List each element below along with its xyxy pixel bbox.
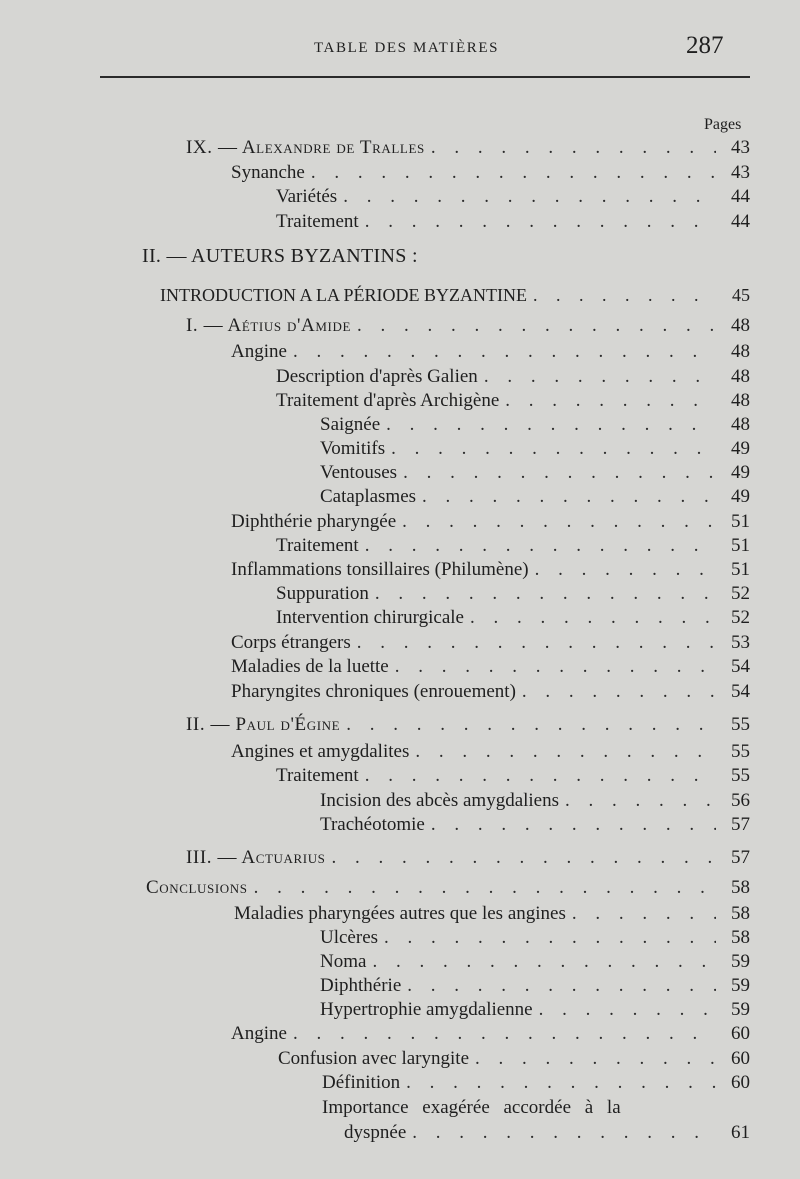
toc-entry-page: 49 <box>731 438 750 459</box>
toc-entry-page: 45 <box>732 285 750 305</box>
toc-entry <box>231 558 750 582</box>
toc-entry-label: IX. — Alexandre de Tralles <box>186 137 425 158</box>
toc-entry-page: 57 <box>731 847 750 868</box>
dot-leader <box>416 485 716 509</box>
toc-entry-page: 43 <box>731 162 750 183</box>
toc-entry <box>276 582 750 606</box>
toc-entry-label: Diphthérie pharyngée <box>231 511 397 532</box>
toc-entry-label: Traitement <box>276 535 359 556</box>
toc-entry-label: Conclusions <box>146 877 248 898</box>
dot-leader <box>359 534 716 558</box>
toc-entry <box>231 680 750 704</box>
dot-leader <box>397 461 716 485</box>
toc-entry <box>231 655 750 679</box>
toc-entry <box>276 389 750 413</box>
dot-leader <box>248 876 716 900</box>
toc-entry-page: 54 <box>731 656 750 677</box>
toc-entry-page: 59 <box>731 999 750 1020</box>
toc-entry <box>278 1047 750 1071</box>
toc-entry <box>231 740 750 764</box>
toc-entry-label: Corps étrangers <box>231 632 351 653</box>
toc-entry-page: 49 <box>731 462 750 483</box>
toc-entry-label: Description d'après Galien <box>276 366 478 387</box>
toc-entry-label: Maladies de la luette <box>231 656 389 677</box>
dot-leader <box>359 210 716 234</box>
dot-leader <box>369 582 716 606</box>
toc-entry-label: Pharyngites chroniques (enrouement) <box>231 681 516 702</box>
toc-entry <box>186 846 750 870</box>
dot-leader <box>478 365 716 389</box>
toc-entry <box>186 713 750 737</box>
toc-entry <box>231 631 750 655</box>
toc-entry-page: 43 <box>731 137 750 158</box>
dot-leader <box>469 1047 716 1071</box>
toc-entry-label: II. — Paul d'Égine <box>186 714 341 735</box>
toc-entry <box>231 161 750 185</box>
toc-entry-label: Incision des abcès amygdaliens <box>320 790 560 811</box>
toc-entry-page: 59 <box>731 951 750 972</box>
dot-leader <box>566 902 716 926</box>
dot-leader <box>340 713 716 737</box>
toc-entry <box>320 926 750 950</box>
toc-entry-page: 54 <box>731 681 750 702</box>
dot-leader <box>359 764 716 788</box>
toc-entry-page: 52 <box>731 583 750 604</box>
dot-leader <box>287 340 716 364</box>
toc-entry-page: 48 <box>731 414 750 435</box>
dot-leader <box>351 631 716 655</box>
toc-entry <box>276 365 750 389</box>
toc-entry-label: Traitement <box>276 211 359 232</box>
toc-entry-label: dyspnée <box>344 1122 407 1143</box>
toc-entry <box>231 510 750 534</box>
toc-entry-page: 49 <box>731 486 750 507</box>
dot-leader <box>533 998 716 1022</box>
toc-entry <box>234 902 750 926</box>
toc-entry <box>276 185 750 209</box>
toc-entry <box>320 974 750 998</box>
dot-leader <box>366 950 716 974</box>
pages-column-label: Pages <box>704 116 742 133</box>
toc-entry-label: Trachéotomie <box>320 814 425 835</box>
toc-entry-label: Diphthérie <box>320 975 402 996</box>
toc-entry-label: INTRODUCTION A LA PÉRIODE BYZANTINE <box>160 285 527 305</box>
toc-entry-label: Vomitifs <box>320 438 386 459</box>
dot-leader <box>425 813 716 837</box>
toc-entry-page: 44 <box>731 211 750 232</box>
toc-entry-label: Définition <box>322 1072 401 1093</box>
toc-entry-page: 48 <box>731 315 750 336</box>
toc-entry-label: Confusion avec laryngite <box>278 1048 470 1069</box>
toc-entry-page: 44 <box>731 186 750 207</box>
toc-entry-label: Intervention chirurgicale <box>276 607 464 628</box>
toc-entry-page: 48 <box>731 341 750 362</box>
toc-entry-page: 48 <box>731 390 750 411</box>
page-number: 287 <box>686 32 724 59</box>
toc-entry <box>231 1022 750 1046</box>
toc-entry <box>322 1071 750 1095</box>
dot-leader <box>499 389 716 413</box>
toc-entry <box>320 950 750 974</box>
toc-entry-page: 58 <box>731 903 750 924</box>
toc-entry <box>160 283 750 307</box>
toc-entry <box>231 340 750 364</box>
toc-entry <box>276 210 750 234</box>
toc-entry-label: Inflammations tonsillaires (Philumène) <box>231 559 529 580</box>
toc-entry-page: 48 <box>731 366 750 387</box>
toc-entry-label: Cataplasmes <box>320 486 417 507</box>
dot-leader <box>287 1022 716 1046</box>
toc-entry-label: Traitement d'après Archigène <box>276 390 500 411</box>
dot-leader <box>400 1071 716 1095</box>
toc-entry-page: 53 <box>731 632 750 653</box>
toc-entry <box>276 764 750 788</box>
toc-entry <box>320 461 750 485</box>
dot-leader <box>326 846 716 870</box>
toc-entry-page: 60 <box>731 1072 750 1093</box>
toc-entry-page: 59 <box>731 975 750 996</box>
toc-entry <box>320 998 750 1022</box>
toc-entry <box>320 485 750 509</box>
toc-entry <box>320 437 750 461</box>
toc-entry-label: Angines et amygdalites <box>231 741 410 762</box>
toc-entry-label: Synanche <box>231 162 305 183</box>
dot-leader <box>401 974 716 998</box>
running-title: TABLE DES MATIÈRES <box>314 40 500 56</box>
toc-entry <box>320 789 750 813</box>
dot-leader <box>529 558 716 582</box>
toc-entry-page: 56 <box>731 790 750 811</box>
toc-entry-page: 58 <box>731 877 750 898</box>
toc-entry-label: Ventouses <box>320 462 398 483</box>
toc-entry-label: Maladies pharyngées autres que les angines <box>234 903 566 924</box>
dot-leader <box>406 1121 716 1145</box>
toc-entry <box>276 606 750 630</box>
dot-leader <box>464 606 716 630</box>
toc-entry-page: 51 <box>731 559 750 580</box>
toc-entry-label: Traitement <box>276 765 359 786</box>
toc-entry-page: 55 <box>731 741 750 762</box>
toc-entry-label: Angine <box>231 341 287 362</box>
toc-entry-label: Noma <box>320 951 367 972</box>
dot-leader <box>385 437 716 461</box>
dot-leader <box>409 740 716 764</box>
dot-leader <box>305 161 716 185</box>
toc-entry-label: Variétés <box>276 186 338 207</box>
toc-entry-page: 51 <box>731 535 750 556</box>
toc-entry <box>320 413 750 437</box>
toc-entry <box>344 1121 750 1145</box>
dot-leader <box>425 136 716 160</box>
toc-entry-label: Angine <box>231 1023 287 1044</box>
toc-entry-page: 57 <box>731 814 750 835</box>
toc-entry-continued-label: Importance exagérée accordée à la <box>322 1097 621 1118</box>
toc-entry-label: Saignée <box>320 414 381 435</box>
dot-leader <box>527 283 716 307</box>
toc-entry-page: 52 <box>731 607 750 628</box>
toc-entry <box>146 876 750 900</box>
toc-entry <box>186 136 750 160</box>
dot-leader <box>559 789 716 813</box>
section-heading: II. — AUTEURS BYZANTINS : <box>142 245 418 267</box>
toc-entry-page: 55 <box>731 714 750 735</box>
toc-entry-page: 61 <box>731 1122 750 1143</box>
toc-entry <box>186 314 750 338</box>
toc-entry-page: 60 <box>731 1023 750 1044</box>
dot-leader <box>378 926 716 950</box>
toc-entry-page: 55 <box>731 765 750 786</box>
toc-entry-page: 51 <box>731 511 750 532</box>
toc-entry-label: III. — Actuarius <box>186 847 326 868</box>
toc-entry-label: Hypertrophie amygdalienne <box>320 999 533 1020</box>
toc-entry-label: I. — Aétius d'Amide <box>186 315 351 336</box>
toc-entry-page: 60 <box>731 1048 750 1069</box>
toc-entry-label: Suppuration <box>276 583 369 604</box>
toc-entry-label: Ulcères <box>320 927 379 948</box>
toc-entry <box>320 813 750 837</box>
dot-leader <box>351 314 716 338</box>
toc-entry <box>276 534 750 558</box>
dot-leader <box>516 680 716 704</box>
dot-leader <box>396 510 716 534</box>
dot-leader <box>389 655 716 679</box>
toc-entry-page: 58 <box>731 927 750 948</box>
dot-leader <box>380 413 716 437</box>
dot-leader <box>337 185 716 209</box>
